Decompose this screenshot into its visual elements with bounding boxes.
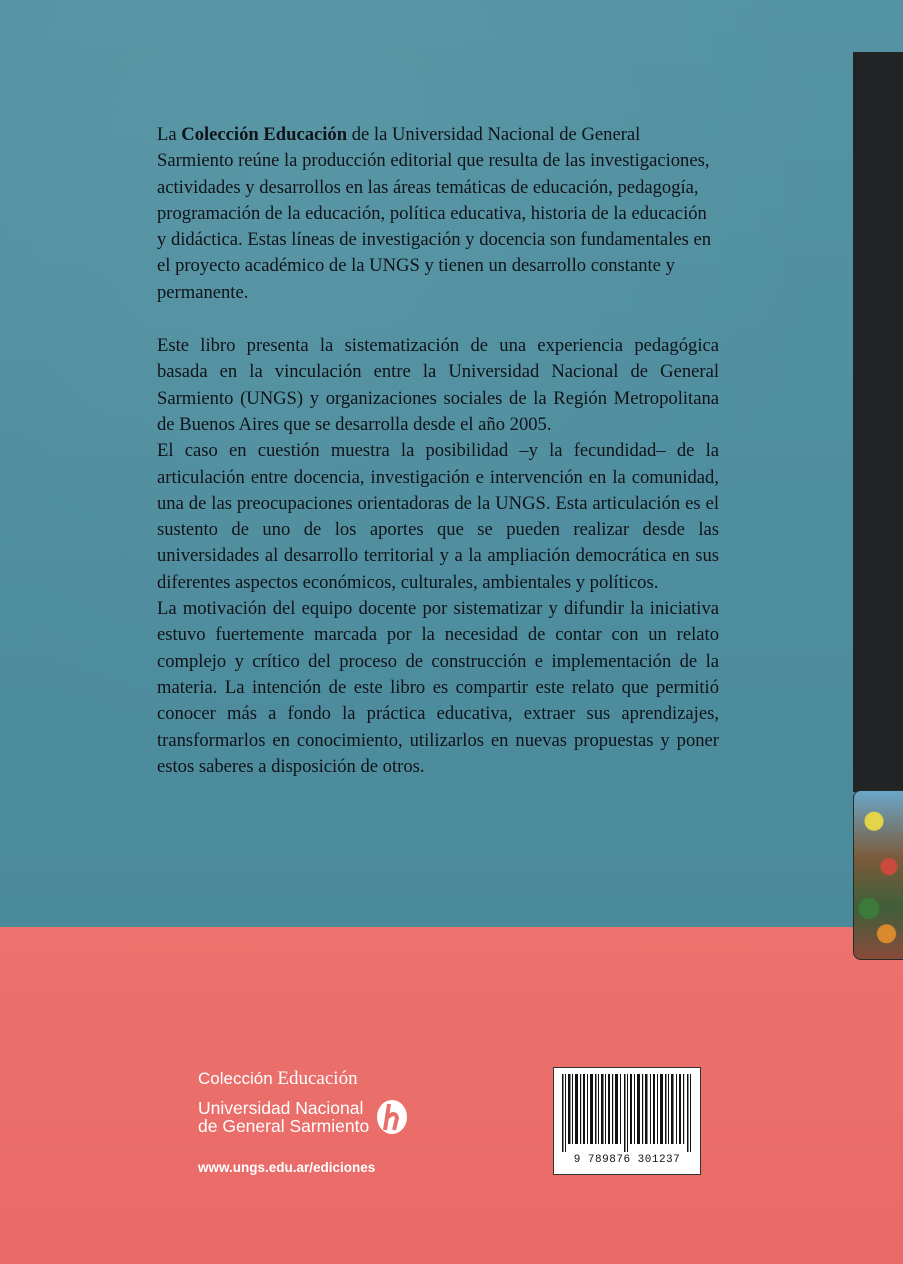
ungs-logo-icon [375, 1098, 409, 1136]
publisher-imprint [198, 1068, 409, 1136]
summary-paragraph-2: El caso en cuestión muestra la posibilidad –y la fecundidad– de la articulación entre docencia, investigación e intervención en la comunidad, una de las preocupaciones orientadoras de la UNGS. Esta articulación es el sustento de uno de los aportes que se pueden realizar desde las universidades al desarrollo territorial y a la ampliación democrática en sus diferentes aspectos económicos, culturales, ambientales y políticos. [157, 440, 719, 593]
collection-label: Colección Educación [198, 1068, 358, 1089]
university-name-line2: de General Sarmiento [198, 1116, 370, 1136]
isbn-barcode [553, 1067, 701, 1175]
isbn-number: 9 789876 301237 [573, 1154, 681, 1166]
barcode-bars [560, 1074, 694, 1152]
collection-intro-paragraph: La Colección Educación de la Universidad Nacional de General Sarmiento reúne la producción editorial que resulta de las investigaciones, actividades y desarrollos en las áreas temáticas de educación, pedagogía, programación de la educación, política educativa, historia de la educación y didáctica. Estas líneas de investigación y docencia son fundamentales en el proyecto académico de la UNGS y tienen un desarrollo constante y permanente. [157, 124, 712, 303]
summary-paragraph-3: La motivación del equipo docente por sistematizar y difundir la iniciativa estuvo fuertemente marcada por la necesidad de contar con un relato complejo y crítico del proceso de construcción e implementación de la materia. La intención de este libro es compartir este relato que permitió conocer más a fondo la práctica educativa, extraer sus aprendizajes, transformarlos en conocimiento, utilizarlos en nuevas propuestas y poner estos saberes a disposición de otros. [157, 598, 719, 777]
back-cover-text [157, 122, 719, 780]
university-logo-block [198, 1098, 409, 1136]
university-name-line1: Universidad Nacional [198, 1098, 364, 1118]
coral-panel [0, 927, 903, 1264]
collection-name: Colección Educación [181, 124, 348, 145]
publisher-url[interactable]: www.ungs.edu.ar/ediciones [198, 1160, 376, 1175]
front-cover-art-edge [853, 790, 903, 960]
summary-paragraph-1: Este libro presenta la sistematización de una experiencia pedagógica basada en la vinculación entre la Universidad Nacional de General Sarmiento (UNGS) y organizaciones sociales de la Región Metropolitana de Buenos Aires que se desarrolla desde el año 2005. [157, 335, 719, 435]
book-spine-edge [853, 52, 903, 792]
